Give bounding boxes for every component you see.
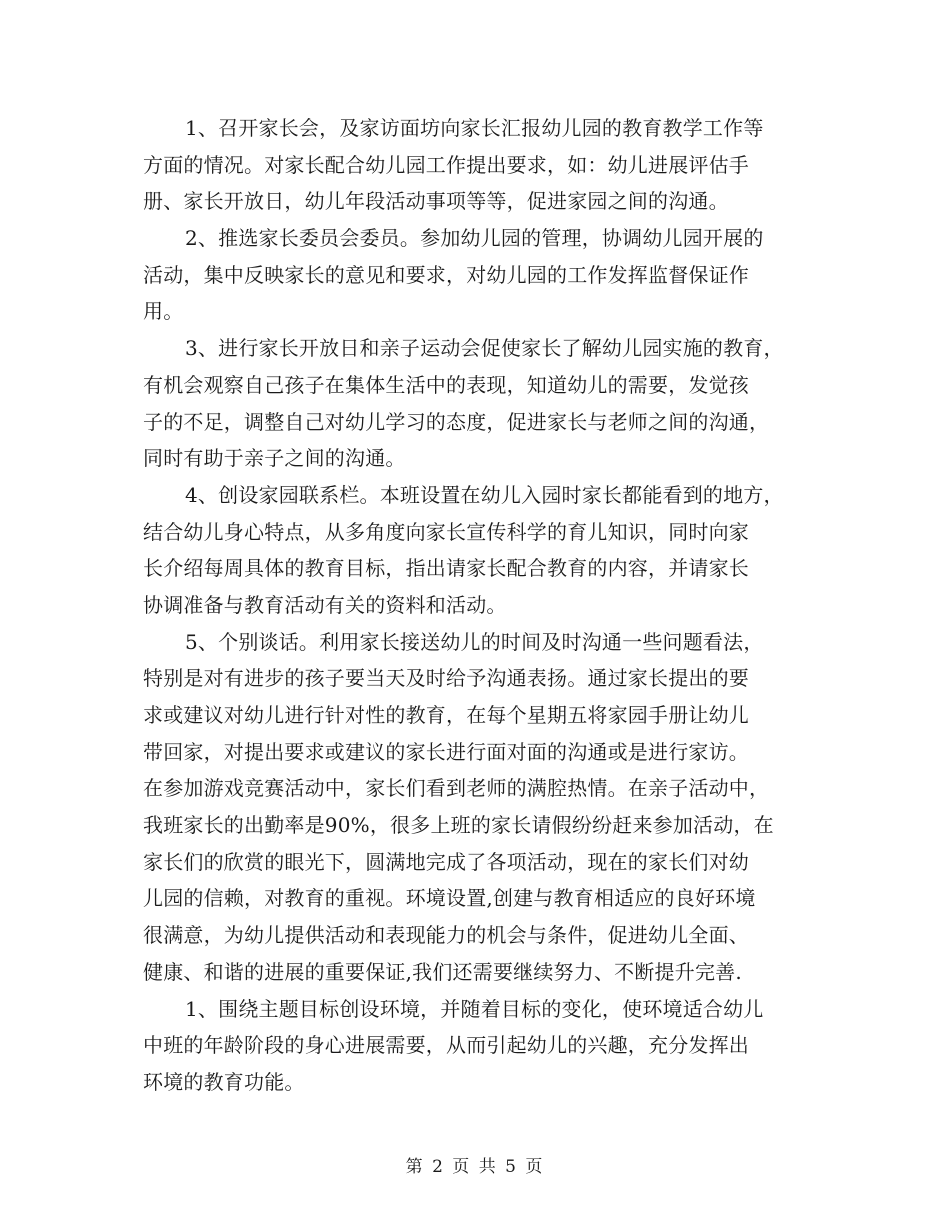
text-line: 在参加游戏竞赛活动中，家长们看到老师的满腔热情。在亲子活动中， [143,776,770,801]
text-line: 册、家长开放日，幼儿年段活动事项等等，促进家园之间的沟通。 [143,189,729,214]
text-line: 用。 [143,299,184,324]
text-line: 家长们的欣赏的眼光下，圆满地完成了各项活动，现在的家长们对幼 [143,849,749,874]
text-line: 活动，集中反映家长的意见和要求，对幼儿园的工作发挥监督保证作 [143,262,749,287]
document-body [143,110,813,1101]
text-line: 我班家长的出勤率是90%，很多上班的家长请假纷纷赶来参加活动，在 [143,813,774,838]
text-line: 有机会观察自己孩子在集体生活中的表现，知道幼儿的需要，发觉孩 [143,372,749,397]
text-line: 1、召开家长会，及家访面坊向家长汇报幼儿园的教育教学工作等 [185,116,764,140]
text-line: 5、个别谈话。利用家长接送幼儿的时间及时沟通一些问题看法， [185,629,764,654]
text-line: 儿园的信赖，对教育的重视。环境设置,创建与教育相适应的良好环境 [143,886,756,911]
text-line: 带回家，对提出要求或建议的家长进行面对面的沟通或是进行家访。 [143,739,749,764]
text-line: 方面的情况。对家长配合幼儿园工作提出要求，如：幼儿进展评估手 [143,152,749,177]
text-line: 同时有助于亲子之间的沟通。 [143,446,406,471]
text-line: 中班的年龄阶段的身心进展需要，从而引起幼儿的兴趣，充分发挥出 [143,1033,749,1058]
text-line: 协调准备与教育活动有关的资料和活动。 [143,592,507,617]
text-line: 环境的教育功能。 [143,1069,305,1094]
text-line: 健康、和谐的进展的重要保证,我们还需要继续努力、不断提升完善. [143,959,742,984]
text-line: 3、进行家长开放日和亲子运动会促使家长了解幼儿园实施的教育， [185,336,784,361]
text-line: 结合幼儿身心特点，从多角度向家长宣传科学的育儿知识，同时向家 [143,519,749,544]
text-line: 1、围绕主题目标创设环境，并随着目标的变化，使环境适合幼儿 [185,996,764,1021]
text-line: 子的不足，调整自己对幼儿学习的态度，促进家长与老师之间的沟通， [143,409,770,434]
text-line: 长介绍每周具体的教育目标，指出请家长配合教育的内容，并请家长 [143,556,749,581]
text-line: 2、推选家长委员会委员。参加幼儿园的管理，协调幼儿园开展的 [185,226,764,251]
text-line: 特别是对有进步的孩子要当天及时给予沟通表扬。通过家长提出的要 [143,666,749,691]
page-number-footer: 第 2 页 共 5 页 [405,1157,545,1177]
text-line: 很满意，为幼儿提供活动和表现能力的机会与条件，促进幼儿全面、 [143,923,749,948]
text-line: 4、创设家园联系栏。本班设置在幼儿入园时家长都能看到的地方， [185,482,784,507]
text-line: 求或建议对幼儿进行针对性的教育，在每个星期五将家园手册让幼儿 [143,703,749,727]
